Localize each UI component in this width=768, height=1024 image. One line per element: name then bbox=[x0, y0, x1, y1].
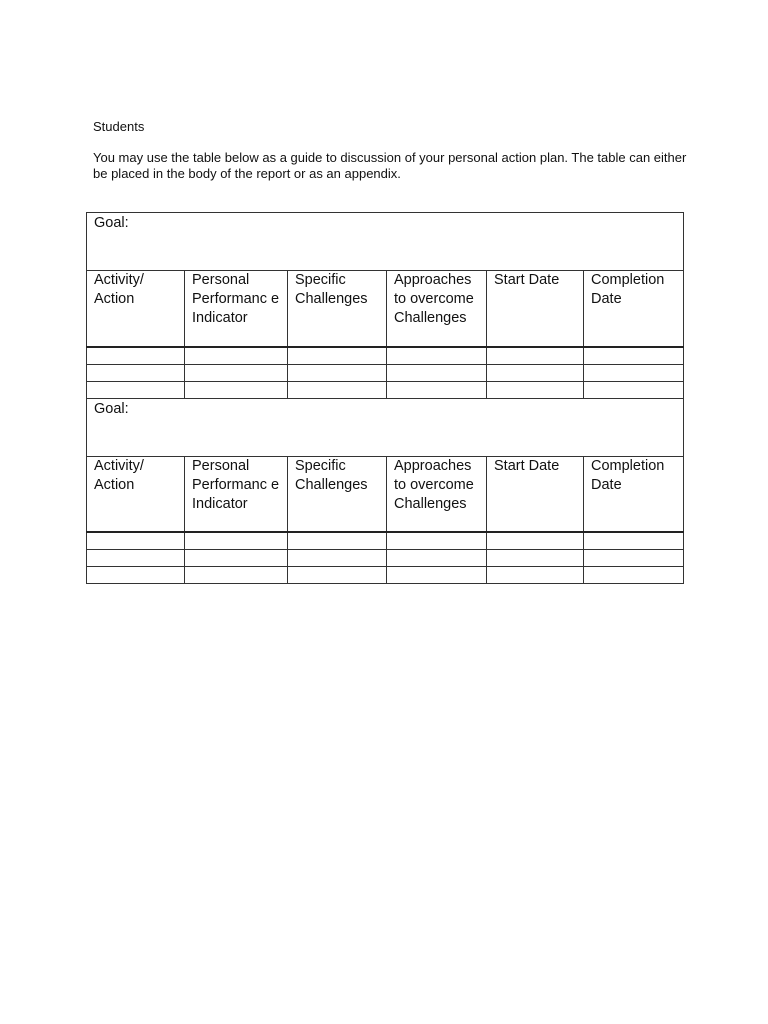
col-completion-date: Completion Date bbox=[584, 271, 684, 347]
table-cell[interactable] bbox=[387, 567, 487, 584]
col-start-date: Start Date bbox=[487, 271, 584, 347]
table-cell[interactable] bbox=[87, 381, 185, 398]
table-cell[interactable] bbox=[185, 364, 288, 381]
goal-row bbox=[87, 213, 684, 271]
table-cell[interactable] bbox=[288, 550, 387, 567]
column-header-row bbox=[87, 271, 684, 347]
col-activity-action: Activity/ Action bbox=[87, 456, 185, 532]
table-cell[interactable] bbox=[487, 550, 584, 567]
table-cell[interactable] bbox=[87, 550, 185, 567]
table-cell[interactable] bbox=[487, 381, 584, 398]
table-cell[interactable] bbox=[288, 364, 387, 381]
table-cell[interactable] bbox=[288, 532, 387, 550]
table-cell[interactable] bbox=[87, 532, 185, 550]
table-cell[interactable] bbox=[584, 550, 684, 567]
table-row bbox=[87, 347, 684, 365]
table-cell[interactable] bbox=[387, 532, 487, 550]
table-cell[interactable] bbox=[185, 347, 288, 365]
table-cell[interactable] bbox=[584, 364, 684, 381]
col-specific-challenges: Specific Challenges bbox=[288, 271, 387, 347]
table-cell[interactable] bbox=[288, 567, 387, 584]
table-cell[interactable] bbox=[584, 347, 684, 365]
table-row bbox=[87, 550, 684, 567]
col-approaches: Approaches to overcome Challenges bbox=[387, 271, 487, 347]
table-cell[interactable] bbox=[487, 532, 584, 550]
table-cell[interactable] bbox=[584, 381, 684, 398]
action-plan-table bbox=[86, 212, 684, 584]
column-header-row bbox=[87, 456, 684, 532]
col-completion-date: Completion Date bbox=[584, 456, 684, 532]
table-cell[interactable] bbox=[584, 532, 684, 550]
table-cell[interactable] bbox=[185, 532, 288, 550]
heading-students: Students bbox=[93, 119, 145, 134]
col-start-date: Start Date bbox=[487, 456, 584, 532]
col-activity-action: Activity/ Action bbox=[87, 271, 185, 347]
table-cell[interactable] bbox=[185, 381, 288, 398]
table-cell[interactable] bbox=[387, 550, 487, 567]
goal-label[interactable]: Goal: bbox=[87, 213, 684, 271]
table-row bbox=[87, 381, 684, 398]
goal-row bbox=[87, 398, 684, 456]
table-cell[interactable] bbox=[487, 347, 584, 365]
table-cell[interactable] bbox=[87, 364, 185, 381]
col-specific-challenges: Specific Challenges bbox=[288, 456, 387, 532]
table-cell[interactable] bbox=[487, 364, 584, 381]
table-cell[interactable] bbox=[387, 381, 487, 398]
table-cell[interactable] bbox=[387, 364, 487, 381]
table-cell[interactable] bbox=[185, 567, 288, 584]
table-cell[interactable] bbox=[487, 567, 584, 584]
col-approaches: Approaches to overcome Challenges bbox=[387, 456, 487, 532]
table-cell[interactable] bbox=[87, 347, 185, 365]
table-cell[interactable] bbox=[185, 550, 288, 567]
table-row bbox=[87, 567, 684, 584]
table-cell[interactable] bbox=[87, 567, 185, 584]
table-row bbox=[87, 532, 684, 550]
table-cell[interactable] bbox=[584, 567, 684, 584]
col-personal-performance-indicator: Personal Performanc e Indicator bbox=[185, 271, 288, 347]
table-row bbox=[87, 364, 684, 381]
intro-paragraph: You may use the table below as a guide to discussion of your personal action plan. The table can either be placed in the body of the report or as an appendix. bbox=[93, 150, 687, 181]
goal-label[interactable]: Goal: bbox=[87, 398, 684, 456]
table-cell[interactable] bbox=[288, 381, 387, 398]
col-personal-performance-indicator: Personal Performanc e Indicator bbox=[185, 456, 288, 532]
table-cell[interactable] bbox=[387, 347, 487, 365]
table-cell[interactable] bbox=[288, 347, 387, 365]
